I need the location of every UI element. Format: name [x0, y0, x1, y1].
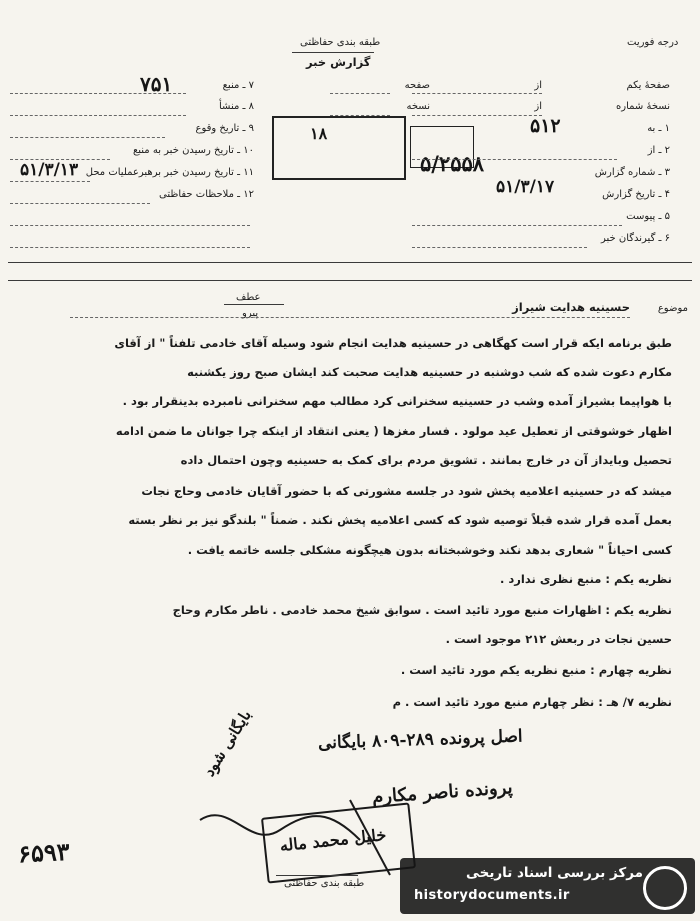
watermark-title: مرکز بررسی اسناد تاریخی: [465, 865, 643, 881]
body-line: میشد که در حسینیه اعلامیه پخش شود در جلسه مشورتی که با حضور آقایان خادمی وحاج نجات: [141, 484, 672, 498]
opinion-line: نظریه یکم : اظهارات منبع مورد تائید است . سوابق شیخ محمد خادمی . ناطر مکارم وحاج: [172, 603, 672, 617]
field-receipt-source-label: ۱۰ ـ تاریخ رسیدن خبر به منبع: [132, 145, 254, 156]
from-label: ۲ ـ از: [647, 145, 670, 156]
attachment-label: ۵ ـ پیوست: [626, 211, 670, 222]
field-receipt-ops-value: ۵۱/۳/۱۳: [20, 160, 79, 180]
body-line: کسی احیاناً " شعاری بدهد نکند وخوشبختانه بدون هیچگونه مشکلی جلسه خاتمه یافت .: [187, 543, 672, 557]
atf-label: عطف: [236, 292, 261, 303]
body-line: طبق برنامه ایکه قرار است کهگاهی در حسینیه هدایت انجام شود وسیله آقای خادمی تلفناً " از آقای: [114, 336, 672, 350]
stamp-number: ۱۸: [310, 124, 328, 143]
report-number-value: ۵/۲۵۵۸: [420, 151, 485, 176]
report-date-label: ۴ ـ تاریخ گزارش: [602, 189, 670, 200]
field-occurrence-date-label: ۹ ـ تاریخ وقوع: [195, 123, 254, 134]
signature-scribble: [190, 780, 420, 890]
copy-label: نسخهٔ شماره: [616, 101, 670, 112]
subject-value: حسینیه هدایت شیراز: [512, 300, 630, 314]
opinion-line: نظریه چهارم : منبع نظریه یکم مورد تائید است .: [400, 663, 672, 677]
field-origin-label: ۸ ـ منشأ: [218, 101, 254, 112]
archive-note: بایگانی شود: [200, 706, 255, 780]
to-value: ۵۱۲: [530, 115, 561, 137]
body-line: با هواپیما بشیراز آمده وشب در حسینیه سخنرانی کرد مطالب مهم سخنرانی نامبرده بدینقرار بود .: [122, 394, 672, 408]
registration-stamp: [272, 116, 406, 180]
opinion-line: نظریه ۷/ هـ : نظر چهارم منبع مورد تائید است . م: [392, 695, 672, 709]
dossier-note: پرونده ناصر مکارم: [371, 777, 514, 808]
report-date-value: ۵۱/۳/۱۷: [496, 177, 555, 197]
urgency-label: درجه فوریت: [627, 37, 679, 48]
body-line: تحصیل وبایداز آن در خارج بمانند . تشویق مردم برای کمک به حسینیه وچون احتمال داده: [180, 453, 672, 467]
body-line: اظهار خوشوقتی از تعطیل عید مولود . فسار مغزها ( یعنی انتقاد از اینکه چرا جوانان ما ضمن ادامه: [115, 424, 672, 438]
report-type-title: گزارش خبر: [306, 55, 371, 69]
classification-bottom: طبقه بندی حفاظتی: [284, 878, 365, 889]
field-security-notes-label: ۱۲ ـ ملاحظات حفاظتی: [159, 189, 254, 200]
left-margin-number: ۶۵۹۳: [17, 836, 71, 869]
body-line: بعمل آمده قرار شده قبلاً توصیه شود که کسی اعلامیه پخش نکند . ضمناً " بلندگو نیز بر نظر بسته: [128, 513, 672, 527]
file-note: اصل پرونده ۲۸۹-۸۰۹ بایگانی: [317, 726, 523, 754]
page-tail: صفحه: [404, 80, 430, 91]
watermark-logo-icon: [643, 866, 687, 910]
report-number-label: ۳ ـ شماره گزارش: [594, 167, 670, 178]
opinion-line: نظریه یکم : منبع نظری ندارد .: [500, 572, 672, 586]
subject-label: موضوع: [657, 303, 688, 314]
to-label: ۱ ـ به: [647, 123, 670, 134]
page-label: صفحهٔ یکم: [626, 80, 670, 91]
watermark-url: historydocuments.ir: [414, 888, 570, 903]
field-source-value: ۷۵۱: [140, 72, 173, 96]
opinion-line: حسین نجات در ربعش ۲۱۲ موجود است .: [445, 632, 672, 646]
field-source-label: ۷ ـ منبع: [222, 80, 254, 91]
copy-tail: نسخه: [406, 101, 430, 112]
page-of: از: [534, 80, 542, 91]
body-line: مکارم دعوت شده که شب دوشنبه در حسینیه هدایت صحبت کند ایشان صبح روز یکشنبه: [187, 365, 672, 379]
classification-top: طبقه بندی حفاظتی: [300, 37, 381, 48]
signature-text: خلیل محمد ماله: [278, 825, 388, 856]
copy-of: از: [534, 101, 542, 112]
recipients-label: ۶ ـ گیرندگان خبر: [600, 233, 670, 244]
field-receipt-ops-label: ۱۱ ـ تاریخ رسیدن خبر برهبرعملیات محل: [85, 167, 254, 178]
watermark-badge: [400, 858, 695, 914]
peyro-label: پیرو: [242, 308, 259, 319]
